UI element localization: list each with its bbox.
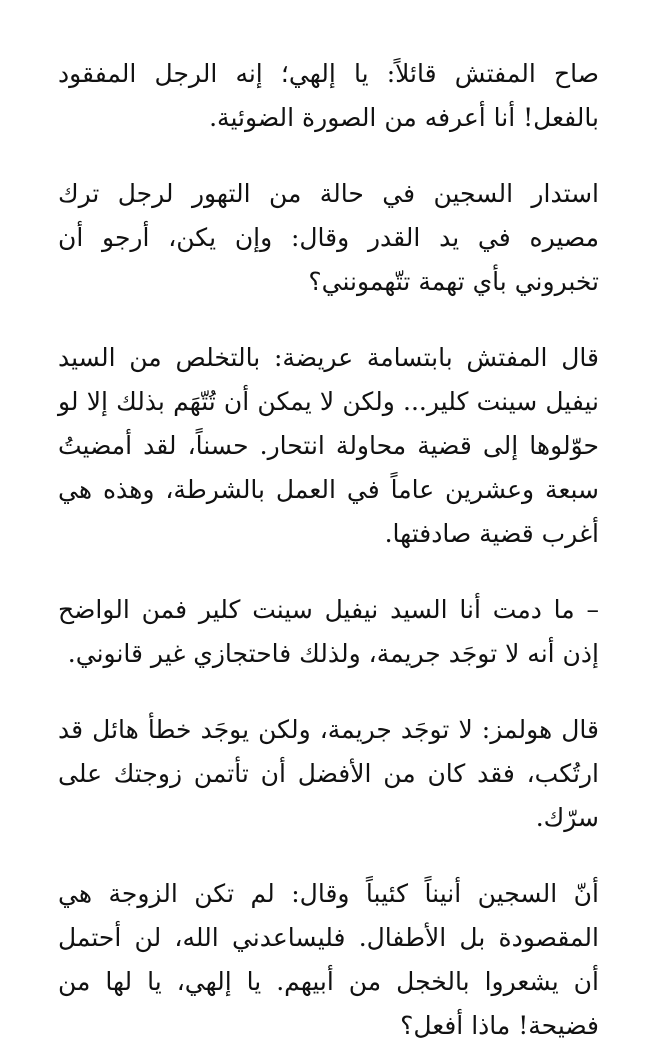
- paragraph-6: أنّ السجين أنيناً كئيباً وقال: لم تكن الزوجة هي المقصودة بل الأطفال. فليساعدني الله، لن أحتمل أن يشعروا بالخجل من أبيهم. يا إلهي، يا لها من فضيحة! ماذا أفعل؟: [58, 879, 599, 1040]
- paragraph-5: قال هولمز: لا توجَد جريمة، ولكن يوجَد خطأ هائل قد ارتُكب، فقد كان من الأفضل أن تأتمن زوجتك على سرّك.: [58, 715, 599, 832]
- paragraph-1: صاح المفتش قائلاً: يا إلهي؛ إنه الرجل المفقود بالفعل! أنا أعرفه من الصورة الضوئية.: [58, 59, 599, 132]
- paragraph-2: استدار السجين في حالة من التهور لرجل ترك مصيره في يد القدر وقال: وإن يكن، أرجو أن تخبروني بأي تهمة تتّهمونني؟: [58, 179, 599, 296]
- paragraph-4: – ما دمت أنا السيد نيفيل سينت كلير فمن الواضح إذن أنه لا توجَد جريمة، ولذلك فاحتجازي غير قانوني.: [58, 595, 599, 668]
- paragraph-3: قال المفتش بابتسامة عريضة: بالتخلص من السيد نيفيل سينت كلير... ولكن لا يمكن أن تُتّهَم بذلك إلا لو حوّلوها إلى قضية محاولة انتحار. حسناً، لقد أمضيتُ سبعة وعشرين عاماً في العمل بالشرطة، وهذه هي أغرب قضية صادفتها.: [58, 343, 599, 548]
